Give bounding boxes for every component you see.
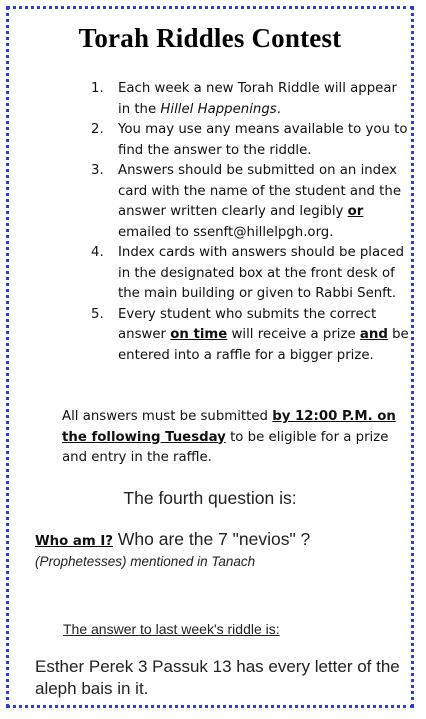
deadline-text-end: to be eligible for a prize and entry in the raffle.	[62, 429, 389, 465]
page-title: Torah Riddles Contest	[78, 23, 342, 53]
rule-item	[87, 79, 409, 120]
emphasis-or: or	[347, 204, 364, 219]
rule-text: Index cards with answers should be placed in the designated box at the front desk of the main building or given to Rabbi Senft.	[118, 245, 405, 301]
rule-number: 3.	[91, 163, 104, 178]
rules-list	[87, 79, 409, 366]
rule-number: 2.	[91, 122, 104, 137]
rule-item	[87, 161, 409, 243]
question	[35, 529, 415, 550]
question-heading: The fourth question is:	[123, 488, 297, 508]
deadline-emphasis: by 12:00 P.M. on the following Tuesday	[62, 409, 396, 445]
rule-number: 5.	[91, 306, 104, 322]
rule-item	[87, 120, 409, 161]
last-answer: Esther Perek 3 Passuk 13 has every letter of the aleph bais in it.	[35, 657, 400, 698]
rule-item	[87, 243, 409, 305]
deadline-notice	[62, 407, 402, 469]
question-subtext: (Prophetesses) mentioned in Tanach	[35, 554, 256, 569]
rule-text: You may use any means available to you to find the answer to the riddle.	[118, 122, 408, 158]
rule-number: 4.	[91, 245, 104, 260]
rule-text-end: .	[276, 101, 281, 117]
rule-number: 1.	[91, 81, 104, 96]
rule-text: Answers should be submitted on an index card with the name of the student and the answer written clearly and legibly	[118, 163, 401, 219]
question-label: Who am I?	[35, 534, 114, 549]
deadline-text: All answers must be submitted	[62, 409, 273, 424]
rule-text: Each week a new Torah Riddle will appear in the	[118, 81, 397, 117]
emphasis-and: and	[359, 327, 388, 342]
contest-frame	[6, 6, 414, 708]
rule-item	[87, 305, 409, 367]
question-text: Who are the 7 "nevios" ?	[113, 529, 311, 549]
rule-text: Every student who submits the correct answer	[118, 306, 377, 342]
publication-name: Hillel Happenings	[160, 101, 277, 117]
last-answer-label: The answer to last week's riddle is:	[63, 621, 280, 637]
rule-text-end: emailed to ssenft@hillelpgh.org.	[118, 224, 334, 240]
emphasis-on-time: on time	[170, 327, 228, 342]
rule-text-end: be entered into a raffle for a bigger prize.	[118, 327, 409, 363]
rule-text-mid: will receive a prize	[227, 327, 360, 342]
